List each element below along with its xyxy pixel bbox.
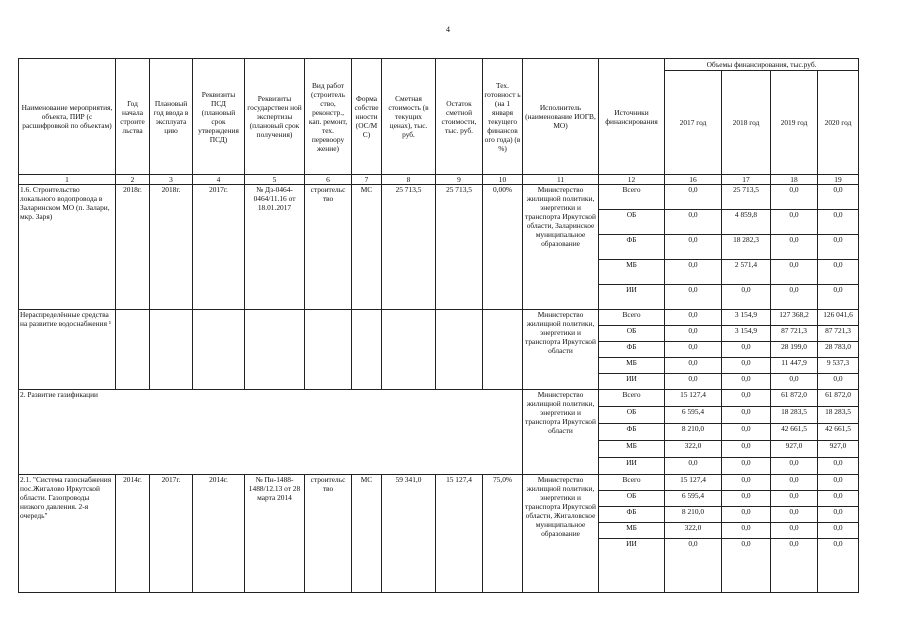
expertise: № Пн-1488-1488/12.13 от 28 марта 2014 xyxy=(245,475,305,593)
item-name: 1.6. Строительство локального водопровода в Заларинском МО (п. Залари, мкр. Заря) xyxy=(19,185,116,310)
source: ФБ xyxy=(599,507,665,523)
financing-table xyxy=(18,58,859,593)
source: МБ xyxy=(599,260,665,285)
value-2017: 0,0 xyxy=(665,358,722,374)
value-2018: 0,0 xyxy=(722,374,771,390)
remaining-cost: 15 127,4 xyxy=(436,475,483,593)
value-2017: 0,0 xyxy=(665,210,722,235)
table-row xyxy=(19,185,859,210)
value-2020: 28 783,0 xyxy=(818,342,859,358)
col-number: 12 xyxy=(599,175,665,185)
value-2018: 3 154,9 xyxy=(722,310,771,326)
header-work-type: Вид работ (строитель ство, реконстр., кап. ремонт, тех. перевоору жение) xyxy=(305,59,352,175)
source: Всего xyxy=(599,390,665,407)
value-2019: 0,0 xyxy=(771,260,818,285)
source: Всего xyxy=(599,310,665,326)
value-2017: 0,0 xyxy=(665,260,722,285)
value-2020: 61 872,0 xyxy=(818,390,859,407)
source: ИИ xyxy=(599,285,665,310)
table-row xyxy=(19,475,859,491)
value-2019: 0,0 xyxy=(771,539,818,593)
value-2020: 9 537,3 xyxy=(818,358,859,374)
col-number: 3 xyxy=(150,175,193,185)
header-sources: Источники финансирования xyxy=(599,59,665,175)
value-2019: 28 199,0 xyxy=(771,342,818,358)
executor: Министерство жилищной политики, энергетики и транспорта Иркутской области, Жигаловское муниципальное образование xyxy=(523,475,599,593)
source: Всего xyxy=(599,475,665,491)
value-2020: 42 661,5 xyxy=(818,424,859,441)
header-ownership: Форма собстве нности (ОС/М С) xyxy=(352,59,382,175)
header-2020: 2020 год xyxy=(818,71,859,175)
col-number: 19 xyxy=(818,175,859,185)
value-2017: 0,0 xyxy=(665,285,722,310)
executor: Министерство жилищной политики, энергетики и транспорта Иркутской области, Заларинское муниципальное образование xyxy=(523,185,599,310)
source: МБ xyxy=(599,358,665,374)
col-number: 9 xyxy=(436,175,483,185)
value-2017: 6 595,4 xyxy=(665,407,722,424)
psd: 2014г. xyxy=(193,475,245,593)
value-2019: 0,0 xyxy=(771,285,818,310)
work-type: строительс тво xyxy=(305,475,352,593)
value-2020: 0,0 xyxy=(818,523,859,539)
value-2018: 0,0 xyxy=(722,285,771,310)
table-row xyxy=(19,310,859,326)
col-number: 1 xyxy=(19,175,116,185)
value-2018: 4 859,8 xyxy=(722,210,771,235)
value-2019: 87 721,3 xyxy=(771,326,818,342)
value-2020: 0,0 xyxy=(818,507,859,523)
value-2018: 0,0 xyxy=(722,441,771,458)
source: МБ xyxy=(599,523,665,539)
header-2018: 2018 год xyxy=(722,71,771,175)
header-executor: Исполнитель (наименование ИОГВ, МО) xyxy=(523,59,599,175)
value-2019: 0,0 xyxy=(771,507,818,523)
value-2017: 0,0 xyxy=(665,458,722,475)
value-2018: 0,0 xyxy=(722,491,771,507)
value-2020: 0,0 xyxy=(818,475,859,491)
source: ОБ xyxy=(599,407,665,424)
value-2018: 18 282,3 xyxy=(722,235,771,260)
col-number: 11 xyxy=(523,175,599,185)
col-number: 17 xyxy=(722,175,771,185)
value-2020: 0,0 xyxy=(818,458,859,475)
value-2020: 0,0 xyxy=(818,285,859,310)
value-2018: 0,0 xyxy=(722,523,771,539)
col-number: 4 xyxy=(193,175,245,185)
value-2019: 0,0 xyxy=(771,523,818,539)
value-2018: 0,0 xyxy=(722,424,771,441)
header-cost: Сметная стоимость (в текущих ценах), тыс. руб. xyxy=(382,59,436,175)
source: ИИ xyxy=(599,539,665,593)
value-2017: 8 210,0 xyxy=(665,507,722,523)
col-number: 5 xyxy=(245,175,305,185)
value-2020: 18 283,5 xyxy=(818,407,859,424)
item-name: 2.1. "Система газоснабжения пос.Жигалово Иркутской области. Газопроводы низкого давления. 2-я очередь" xyxy=(19,475,116,593)
start-year: 2018г. xyxy=(116,185,150,310)
estimated-cost: 59 341,0 xyxy=(382,475,436,593)
col-number: 16 xyxy=(665,175,722,185)
value-2018: 0,0 xyxy=(722,342,771,358)
header-expertise: Реквизиты государствен ной экспертизы (плановый срок получения) xyxy=(245,59,305,175)
value-2018: 0,0 xyxy=(722,390,771,407)
col-number: 6 xyxy=(305,175,352,185)
source: ИИ xyxy=(599,374,665,390)
value-2019: 0,0 xyxy=(771,374,818,390)
value-2017: 0,0 xyxy=(665,185,722,210)
value-2017: 0,0 xyxy=(665,342,722,358)
value-2019: 927,0 xyxy=(771,441,818,458)
col-number: 7 xyxy=(352,175,382,185)
header-readiness: Тех. готовност ь (на 1 января текущего финансов ого года) (в %) xyxy=(483,59,523,175)
value-2019: 0,0 xyxy=(771,475,818,491)
col-number: 10 xyxy=(483,175,523,185)
header-psd: Реквизиты ПСД (плановый срок утверждения ПСД) xyxy=(193,59,245,175)
value-2020: 0,0 xyxy=(818,260,859,285)
readiness: 0,00% xyxy=(483,185,523,310)
source: ОБ xyxy=(599,210,665,235)
value-2018: 0,0 xyxy=(722,407,771,424)
value-2017: 0,0 xyxy=(665,235,722,260)
header-commission-year: Плановый год ввода в эксплуата цию xyxy=(150,59,193,175)
expertise: № Дз-0464-0464/11.16 от 18.01.2017 xyxy=(245,185,305,310)
value-2017: 15 127,4 xyxy=(665,475,722,491)
source: ОБ xyxy=(599,326,665,342)
source: ИИ xyxy=(599,458,665,475)
value-2020: 0,0 xyxy=(818,210,859,235)
header-remaining: Остаток сметной стоимости, тыс. руб. xyxy=(436,59,483,175)
value-2020: 0,0 xyxy=(818,491,859,507)
header-name: Наименование мероприятия, объекта, ПИР (с расшифровкой по объектам) xyxy=(19,59,116,175)
header-start-year: Год начала строите льства xyxy=(116,59,150,175)
value-2019: 0,0 xyxy=(771,491,818,507)
value-2017: 15 127,4 xyxy=(665,390,722,407)
value-2017: 0,0 xyxy=(665,310,722,326)
source: ОБ xyxy=(599,491,665,507)
value-2020: 0,0 xyxy=(818,539,859,593)
value-2017: 0,0 xyxy=(665,539,722,593)
value-2018: 0,0 xyxy=(722,507,771,523)
value-2017: 8 210,0 xyxy=(665,424,722,441)
col-number: 8 xyxy=(382,175,436,185)
value-2017: 6 595,4 xyxy=(665,491,722,507)
executor: Министерство жилищной политики, энергетики и транспорта Иркутской области xyxy=(523,310,599,390)
estimated-cost: 25 713,5 xyxy=(382,185,436,310)
commission-year: 2018г. xyxy=(150,185,193,310)
value-2018: 3 154,9 xyxy=(722,326,771,342)
value-2019: 42 661,5 xyxy=(771,424,818,441)
item-name: Нераспределённые средства на развитие водоснабжения ¹ xyxy=(19,310,116,390)
value-2018: 0,0 xyxy=(722,458,771,475)
source: ФБ xyxy=(599,424,665,441)
value-2018: 25 713,5 xyxy=(722,185,771,210)
source: МБ xyxy=(599,441,665,458)
commission-year: 2017г. xyxy=(150,475,193,593)
value-2020: 0,0 xyxy=(818,185,859,210)
start-year: 2014г. xyxy=(116,475,150,593)
value-2019: 0,0 xyxy=(771,210,818,235)
header-2019: 2019 год xyxy=(771,71,818,175)
value-2017: 322,0 xyxy=(665,523,722,539)
ownership: МС xyxy=(352,185,382,310)
value-2018: 2 571,4 xyxy=(722,260,771,285)
header-funding-group: Объемы финансирования, тыс.руб. xyxy=(665,59,859,71)
value-2017: 0,0 xyxy=(665,326,722,342)
table-row xyxy=(19,390,859,407)
col-number: 2 xyxy=(116,175,150,185)
value-2020: 927,0 xyxy=(818,441,859,458)
readiness: 75,0% xyxy=(483,475,523,593)
value-2019: 0,0 xyxy=(771,185,818,210)
value-2020: 87 721,3 xyxy=(818,326,859,342)
source: Всего xyxy=(599,185,665,210)
value-2018: 0,0 xyxy=(722,539,771,593)
value-2020: 0,0 xyxy=(818,235,859,260)
header-2017: 2017 год xyxy=(665,71,722,175)
psd: 2017г. xyxy=(193,185,245,310)
value-2019: 11 447,9 xyxy=(771,358,818,374)
value-2019: 61 872,0 xyxy=(771,390,818,407)
remaining-cost: 25 713,5 xyxy=(436,185,483,310)
section-title: 2. Развитие газификации xyxy=(19,390,523,475)
source: ФБ xyxy=(599,235,665,260)
value-2018: 0,0 xyxy=(722,475,771,491)
value-2019: 18 283,5 xyxy=(771,407,818,424)
value-2019: 0,0 xyxy=(771,235,818,260)
value-2020: 0,0 xyxy=(818,374,859,390)
value-2017: 322,0 xyxy=(665,441,722,458)
value-2019: 127 368,2 xyxy=(771,310,818,326)
ownership: МС xyxy=(352,475,382,593)
value-2019: 0,0 xyxy=(771,458,818,475)
executor: Министерство жилищной политики, энергетики и транспорта Иркутской области xyxy=(523,390,599,475)
col-number: 18 xyxy=(771,175,818,185)
value-2017: 0,0 xyxy=(665,374,722,390)
page-number: 4 xyxy=(446,25,450,34)
value-2018: 0,0 xyxy=(722,358,771,374)
value-2020: 126 041,6 xyxy=(818,310,859,326)
source: ФБ xyxy=(599,342,665,358)
work-type: строительс тво xyxy=(305,185,352,310)
